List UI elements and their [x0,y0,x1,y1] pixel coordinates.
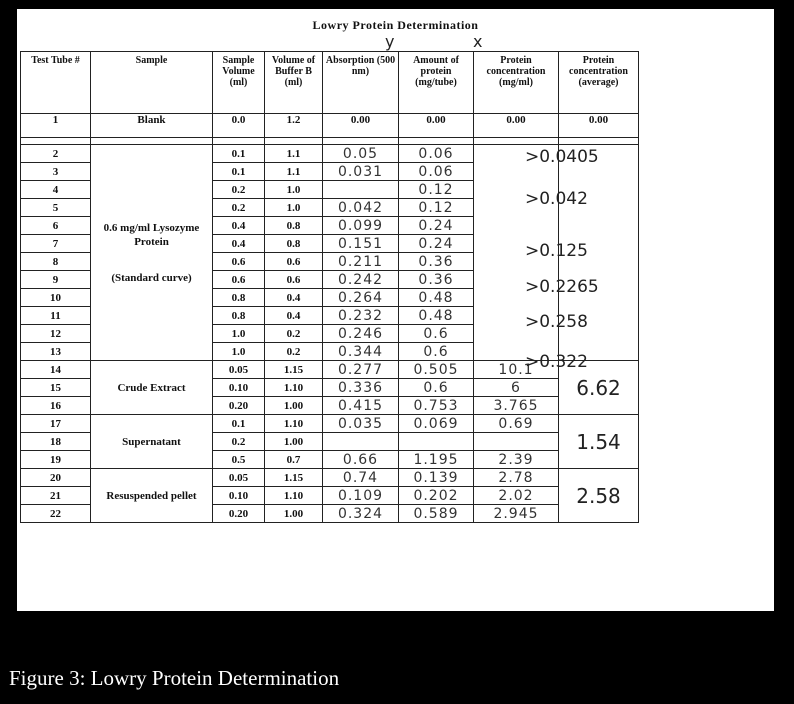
sample-volume: 0.8 [213,307,265,325]
protein-concentration: 3.765 [474,397,559,415]
separator-cell [91,138,213,145]
buffer-volume: 1.1 [265,145,323,163]
buffer-volume: 0.6 [265,271,323,289]
group-average: 6.62 [559,361,639,415]
absorption-value: 0.232 [323,307,399,325]
group-sample-label: Resuspended pellet [91,469,213,523]
standard-average-note: >0.322 [525,352,588,372]
separator-row [21,138,639,145]
protein-amount: 0.36 [399,271,474,289]
absorption-value: 0.415 [323,397,399,415]
absorption-value: 0.324 [323,505,399,523]
standard-average-note: >0.125 [525,241,588,261]
buffer-volume: 0.2 [265,343,323,361]
standard-average-note: >0.258 [525,312,588,332]
sample-volume: 0.1 [213,145,265,163]
buffer-volume: 1.10 [265,487,323,505]
tube-number: 4 [21,181,91,199]
header-test-tube: Test Tube # [21,52,91,114]
protein-amount: 0.36 [399,253,474,271]
standard-curve-label: (Standard curve) [111,271,192,284]
absorption-value: 0.05 [323,145,399,163]
protein-amount: 0.505 [399,361,474,379]
tube-number: 17 [21,415,91,433]
sample-volume: 0.4 [213,235,265,253]
sample-volume: 1.0 [213,325,265,343]
header-buffer-volume: Volume of Buffer B (ml) [265,52,323,114]
absorption-value: 0.74 [323,469,399,487]
group-average: 2.58 [559,469,639,523]
sample-volume: 0.2 [213,433,265,451]
absorption-value: 0.242 [323,271,399,289]
protein-amount: 0.589 [399,505,474,523]
blank-conc: 0.00 [474,114,559,138]
header-row [21,52,639,114]
x-axis-mark: x [473,32,483,51]
tube-number: 7 [21,235,91,253]
protein-amount: 0.6 [399,379,474,397]
protein-amount: 0.24 [399,217,474,235]
table-row [21,469,639,487]
sample-volume: 0.1 [213,163,265,181]
protein-amount: 0.202 [399,487,474,505]
scanned-table-sheet [17,9,774,611]
protein-amount: 0.12 [399,181,474,199]
buffer-volume: 0.4 [265,307,323,325]
tube-number: 12 [21,325,91,343]
group-sample-label: Crude Extract [91,361,213,415]
blank-abs: 0.00 [323,114,399,138]
protein-amount: 0.139 [399,469,474,487]
tube-number: 19 [21,451,91,469]
standard-sample-cell [91,145,213,361]
blank-amount: 0.00 [399,114,474,138]
protein-amount: 0.24 [399,235,474,253]
protein-concentration: 6 [474,379,559,397]
sample-volume: 0.6 [213,253,265,271]
sample-volume: 0.2 [213,199,265,217]
tube-number: 22 [21,505,91,523]
tube-number: 9 [21,271,91,289]
blank-tube: 1 [21,114,91,138]
group-average: 1.54 [559,415,639,469]
tube-number: 18 [21,433,91,451]
buffer-volume: 1.00 [265,433,323,451]
protein-amount: 0.06 [399,145,474,163]
buffer-volume: 0.4 [265,289,323,307]
absorption-value [323,181,399,199]
group-sample-label: Supernatant [91,415,213,469]
tube-number: 20 [21,469,91,487]
protein-concentration: 2.39 [474,451,559,469]
absorption-value [323,433,399,451]
protein-concentration: 10.1 [474,361,559,379]
buffer-volume: 0.6 [265,253,323,271]
separator-cell [323,138,399,145]
protein-amount: 0.12 [399,199,474,217]
sample-volume: 0.05 [213,469,265,487]
protein-amount: 0.753 [399,397,474,415]
protein-amount [399,433,474,451]
absorption-value: 0.099 [323,217,399,235]
absorption-value: 0.246 [323,325,399,343]
tube-number: 13 [21,343,91,361]
header-protein-conc: Protein concentration (mg/ml) [474,52,559,114]
standard-average-note: >0.0405 [525,147,599,167]
absorption-value: 0.66 [323,451,399,469]
sample-volume: 0.10 [213,487,265,505]
sample-volume: 0.5 [213,451,265,469]
sample-volume: 0.8 [213,289,265,307]
absorption-value: 0.264 [323,289,399,307]
header-sample-volume: Sample Volume (ml) [213,52,265,114]
header-sample: Sample [91,52,213,114]
standard-average-note: >0.042 [525,189,588,209]
header-protein-avg: Protein concentration (average) [559,52,639,114]
protein-concentration: 2.78 [474,469,559,487]
standard-sample-label: 0.6 mg/ml Lysozyme Protein [103,221,200,248]
buffer-volume: 1.00 [265,397,323,415]
protein-amount: 0.6 [399,325,474,343]
separator-cell [265,138,323,145]
blank-buffer: 1.2 [265,114,323,138]
header-absorption: Absorption (500 nm) [323,52,399,114]
blank-avg: 0.00 [559,114,639,138]
absorption-value: 0.109 [323,487,399,505]
sample-volume: 0.6 [213,271,265,289]
absorption-value: 0.277 [323,361,399,379]
y-axis-mark: y [385,32,395,51]
table-row [21,415,639,433]
absorption-value: 0.031 [323,163,399,181]
protein-concentration [474,433,559,451]
tube-number: 6 [21,217,91,235]
tube-number: 10 [21,289,91,307]
absorption-value: 0.344 [323,343,399,361]
sample-volume: 0.2 [213,181,265,199]
protein-amount: 0.06 [399,163,474,181]
header-amount-protein: Amount of protein (mg/tube) [399,52,474,114]
sample-volume: 0.10 [213,379,265,397]
tube-number: 11 [21,307,91,325]
absorption-value: 0.211 [323,253,399,271]
separator-cell [213,138,265,145]
protein-concentration: 0.69 [474,415,559,433]
protein-concentration: 2.945 [474,505,559,523]
buffer-volume: 1.15 [265,469,323,487]
tube-number: 3 [21,163,91,181]
tube-number: 15 [21,379,91,397]
absorption-value: 0.035 [323,415,399,433]
sample-volume: 0.20 [213,397,265,415]
buffer-volume: 1.15 [265,361,323,379]
tube-number: 21 [21,487,91,505]
protein-amount: 1.195 [399,451,474,469]
protein-amount: 0.48 [399,307,474,325]
protein-concentration: 2.02 [474,487,559,505]
blank-sample: Blank [91,114,213,138]
sample-volume: 0.20 [213,505,265,523]
separator-cell [21,138,91,145]
tube-number: 2 [21,145,91,163]
protein-amount: 0.48 [399,289,474,307]
buffer-volume: 1.0 [265,199,323,217]
separator-cell [399,138,474,145]
protein-amount: 0.6 [399,343,474,361]
buffer-volume: 0.2 [265,325,323,343]
protein-amount: 0.069 [399,415,474,433]
buffer-volume: 0.7 [265,451,323,469]
absorption-value: 0.151 [323,235,399,253]
buffer-volume: 0.8 [265,235,323,253]
absorption-value: 0.042 [323,199,399,217]
buffer-volume: 1.0 [265,181,323,199]
buffer-volume: 1.00 [265,505,323,523]
sample-volume: 0.05 [213,361,265,379]
buffer-volume: 0.8 [265,217,323,235]
sample-volume: 0.4 [213,217,265,235]
blank-vol: 0.0 [213,114,265,138]
sample-volume: 0.1 [213,415,265,433]
standard-average-note: >0.2265 [525,277,599,297]
tube-number: 16 [21,397,91,415]
buffer-volume: 1.10 [265,379,323,397]
blank-row [21,114,639,138]
separator-cell [474,138,559,145]
tube-number: 5 [21,199,91,217]
buffer-volume: 1.1 [265,163,323,181]
figure-caption: Figure 3: Lowry Protein Determination [9,666,340,690]
separator-cell [559,138,639,145]
buffer-volume: 1.10 [265,415,323,433]
tube-number: 8 [21,253,91,271]
absorption-value: 0.336 [323,379,399,397]
tube-number: 14 [21,361,91,379]
sample-volume: 1.0 [213,343,265,361]
page-title: Lowry Protein Determination [312,18,479,32]
